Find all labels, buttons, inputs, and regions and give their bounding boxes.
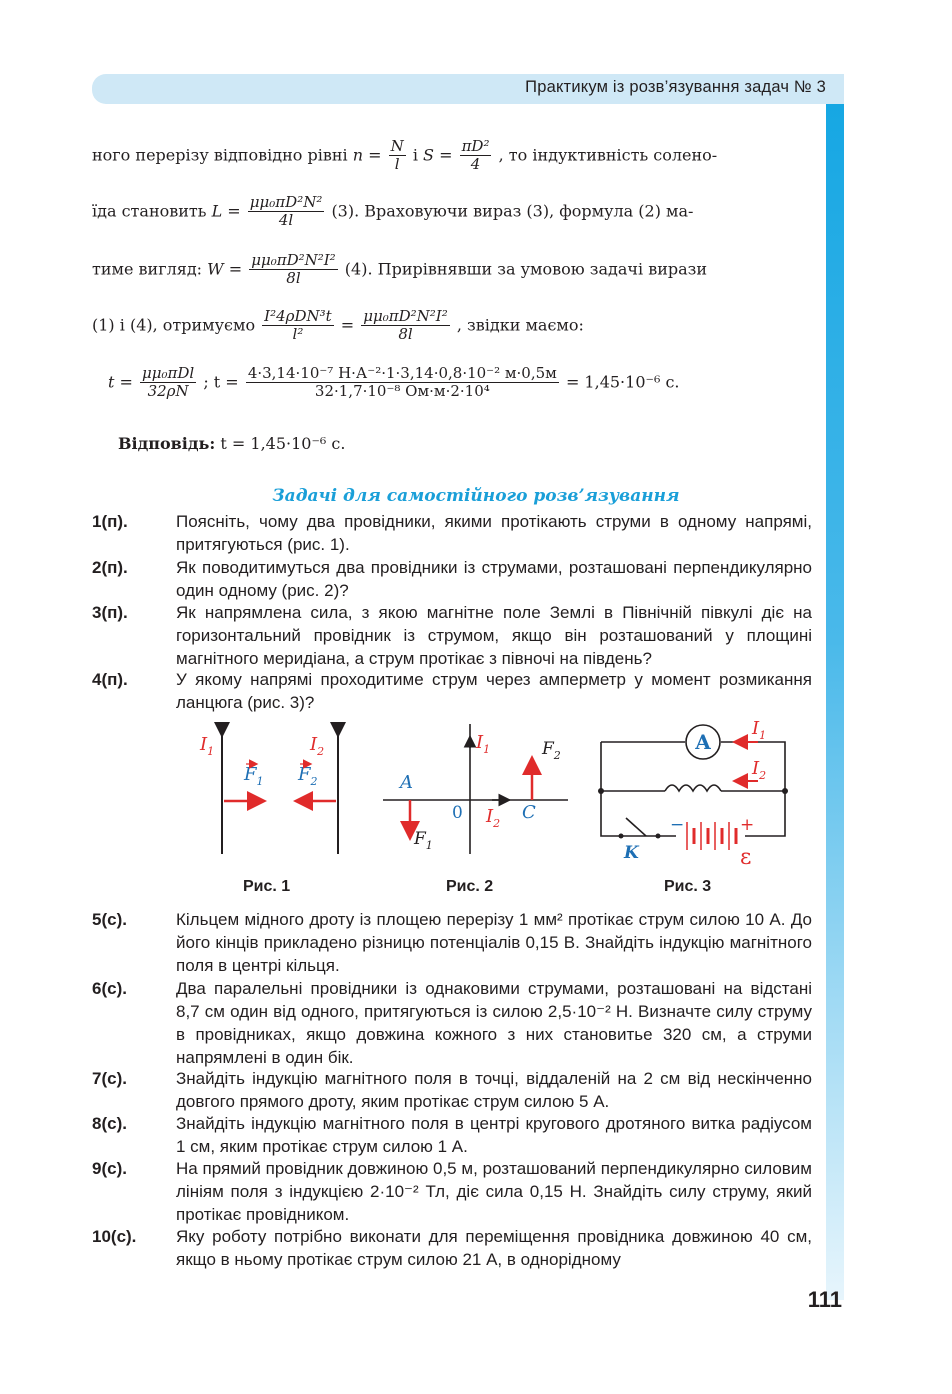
task-text: На прямий провідник довжиною 0,5 м, розташований перпендикулярно силовим лініям поля з індукцією 2·10⁻² Тл, діє сила 0,15 Н. Знайдіть силу струму, який протікає провідником. (176, 1159, 812, 1224)
label-plus: + (740, 815, 755, 835)
label-i1: $I_1$ (476, 732, 491, 756)
task-number: 9(с). (92, 1159, 127, 1178)
text-fragment: їда становить (92, 201, 207, 221)
task-number: 5(с). (92, 910, 127, 929)
fraction-numerator: 4·3,14·10⁻⁷ Н·А⁻²·1·3,14·0,8·10⁻² м·0,5м (247, 364, 557, 382)
label-point-c: C (522, 802, 536, 823)
label-i1: $I_1$ (752, 718, 767, 742)
node-right (782, 788, 788, 794)
text-line-1 (92, 138, 717, 174)
task-number: 10(с). (92, 1227, 137, 1246)
task-number: 7(с). (92, 1069, 127, 1088)
answer-value: t = 1,45·10⁻⁶ с. (220, 434, 346, 453)
switch-contact-right (656, 834, 661, 839)
inductor-coil (665, 785, 721, 791)
text-fragment: , звідки маємо: (456, 315, 584, 335)
answer-label: Відповідь: (118, 434, 216, 453)
fraction-denominator: 4l (278, 211, 294, 230)
label-switch-k: K (624, 843, 639, 863)
formula-L-fraction (248, 194, 325, 230)
formula-L-lhs: L = (211, 201, 241, 221)
text-fragment: тиме вигляд: (92, 259, 203, 279)
formula-n-fraction (389, 138, 406, 174)
fraction-numerator: N (390, 137, 404, 155)
label-i2: $I_2$ (486, 806, 501, 830)
fraction-numerator: πD² (461, 137, 490, 155)
task-text: Як поводитимуться два провідники із струмами, розташовані перпендикулярно один одному (рис. 2)? (176, 558, 812, 600)
task-text: Кільцем мідного дроту із площею перерізу 1 мм² протікає струм силою 10 А. До його кінців прикладено різницю потенціалів 0,15 В. Знайдіть індукцію магнітного поля в центрі кільця. (176, 910, 812, 975)
label-f2: $F_2$ (542, 739, 561, 762)
formula-t-numeric-fraction (246, 365, 559, 401)
formula-s-fraction (460, 138, 492, 174)
formula-t-fraction (140, 365, 196, 401)
label-i2: $I_2$ (310, 734, 325, 758)
task-number: 3(п). (92, 603, 128, 622)
task-text: Два паралельні провідники із однаковими струмами, розташовані на відстані 8,7 см один від одного, притягуються із силою 2,5·10⁻² Н. Визначте силу струму в провідниках, якщо довжина кожного з них становитье 320 см, а струми напрямлені в один бік. (176, 979, 812, 1067)
running-header (92, 74, 844, 104)
text-fragment: (4). Прирівнявши за умовою задачі вирази (344, 259, 708, 279)
task-text: Як напрямлена сила, з якою магнітне поле Землі в Північній півкулі діє на горизонтальний провідник із струмом, якщо він розташований у площині магнітного меридіана, а струм протікає з півночі на південь? (176, 603, 812, 668)
task-number: 4(п). (92, 670, 128, 689)
formula-t-lhs: t = (108, 372, 133, 392)
task-item (92, 1112, 812, 1158)
text-line-2 (92, 194, 693, 230)
answer (118, 434, 345, 453)
task-item (92, 668, 812, 714)
figures-svg (180, 718, 820, 868)
task-text: У якому напрямі проходитиме струм через амперметр у момент розмикання ланцюга (рис. 3)? (176, 670, 812, 712)
battery-icon (687, 822, 736, 850)
formula-eq-right-fraction (361, 308, 450, 344)
formula-n-lhs: n = (352, 145, 382, 165)
formula-separator: ; t = (203, 372, 239, 392)
task-item (92, 1067, 812, 1113)
text-fragment: , то індуктивність солено- (498, 145, 718, 165)
figure-1 (199, 734, 338, 854)
text-fragment: (3). Враховуючи вираз (3), формула (2) ма- (331, 201, 694, 221)
task-item (92, 908, 812, 977)
text-fragment: (1) і (4), отримуємо (92, 315, 256, 335)
label-emf: ε (740, 845, 752, 868)
label-origin: 0 (452, 803, 463, 823)
formula-W-lhs: W = (207, 259, 243, 279)
task-item (92, 1157, 812, 1226)
fraction-numerator: I²4ρDN³t (264, 307, 332, 325)
task-number: 1(п). (92, 512, 128, 531)
fraction-denominator: l² (292, 325, 304, 344)
task-item (92, 977, 812, 1069)
text-fragment: ного перерізу відповідно рівні (92, 145, 348, 165)
fraction-denominator: 4 (470, 155, 481, 174)
fraction-denominator: 8l (286, 269, 301, 288)
fraction-numerator: μμ₀πD²N²I² (251, 251, 336, 269)
label-f2: $F_2$ (298, 764, 318, 788)
label-f1: $F_1$ (244, 764, 264, 788)
ammeter-label: A (695, 730, 711, 754)
page-number: 111 (807, 1287, 842, 1312)
fraction-denominator: 32·1,7·10⁻⁸ Ом·м·2·10⁴ (314, 382, 490, 401)
task-item (92, 601, 812, 670)
text-fragment: і (412, 145, 418, 165)
formula-W-fraction (249, 252, 338, 288)
label-point-a: A (400, 772, 413, 793)
text-line-4 (92, 308, 584, 344)
task-item (92, 1225, 812, 1271)
section-title: Задачі для самостійного розв’язування (272, 486, 680, 506)
fraction-denominator: l (394, 155, 400, 174)
fraction-numerator: μμ₀πD²N² (249, 193, 323, 211)
fraction-denominator: 8l (398, 325, 413, 344)
text-line-3 (92, 252, 707, 288)
task-text: Знайдіть індукцію магнітного поля в центрі кругового дротяного витка радіусом 1 см, яким протікає струм силою 1 А. (176, 1114, 812, 1156)
fraction-denominator: 32ρN (147, 382, 189, 401)
label-minus: − (670, 815, 685, 835)
task-number: 6(с). (92, 979, 127, 998)
label-i2: $I_2$ (752, 758, 767, 782)
switch-lever (626, 818, 646, 836)
task-item (92, 556, 812, 602)
header-title: Практикум із розв’язування задач № 3 (525, 78, 826, 96)
task-text: Знайдіть індукцію магнітного поля в точці, віддаленій на 2 см від нескінченно довгого прямого дроту, яким протікає струм силою 5 А. (176, 1069, 812, 1111)
figure-3-caption: Рис. 3 (664, 878, 712, 895)
task-number: 8(с). (92, 1114, 127, 1133)
figure-2 (383, 724, 568, 854)
task-text: Поясніть, чому два провідники, якими протікають струми в одному напрямі, притягуються (рис. 1). (176, 512, 812, 554)
label-f1: $F_1$ (414, 829, 433, 852)
figure-2-caption: Рис. 2 (446, 878, 494, 895)
side-color-strip (826, 104, 844, 1300)
formula-s-lhs: S = (423, 145, 453, 165)
task-item (92, 510, 812, 556)
switch-contact-left (619, 834, 624, 839)
equals-sign: = (340, 315, 355, 335)
fraction-numerator: μμ₀πD²N²I² (363, 307, 448, 325)
figure-1-caption: Рис. 1 (243, 878, 291, 895)
task-number: 2(п). (92, 558, 128, 577)
formula-t-result: = 1,45·10⁻⁶ с. (565, 372, 680, 392)
figure-3 (598, 718, 788, 868)
label-i1: $I_1$ (200, 734, 215, 758)
node-left (598, 788, 604, 794)
fraction-numerator: μμ₀πDl (142, 364, 195, 382)
text-line-5 (108, 365, 680, 401)
task-text: Яку роботу потрібно виконати для переміщення провідника довжиною 40 см, якщо в ньому протікає струм силою 21 А, в однорідному (176, 1227, 812, 1269)
formula-eq-left-fraction (262, 308, 334, 344)
